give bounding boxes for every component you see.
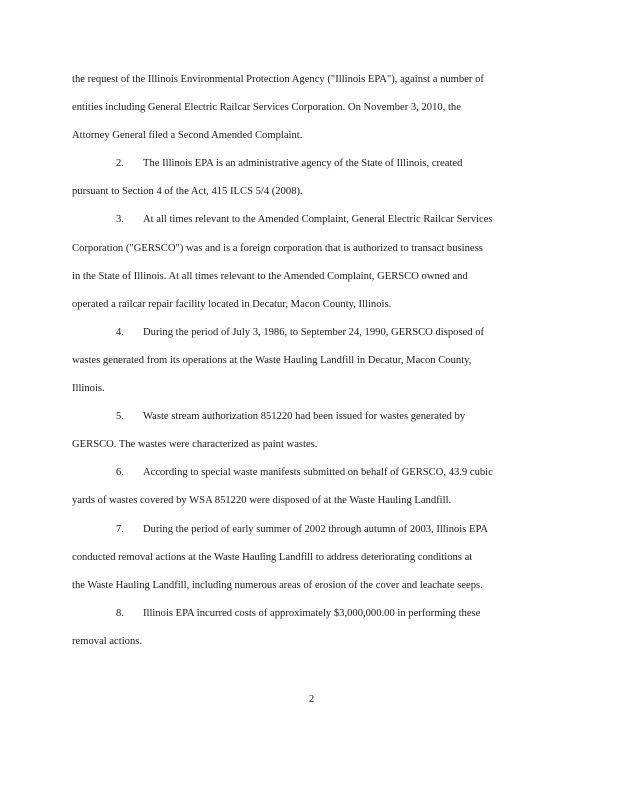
paragraph-6-text: According to special waste manifests submitted on behalf of GERSCO, 43.9 cubic: [143, 467, 493, 479]
document-body: [72, 66, 550, 656]
paragraph-7-text: During the period of early summer of 2002 through autumn of 2003, Illinois EPA: [143, 523, 489, 535]
paragraph-5-number: 5.: [116, 411, 124, 423]
paragraph-6-number: 6.: [116, 467, 124, 479]
paragraph-2-number: 2.: [116, 158, 124, 170]
paragraph-6-line-2: yards of wastes covered by WSA 851220 were disposed of at the Waste Hauling Landfill.: [72, 495, 452, 507]
paragraph-7-number: 7.: [116, 523, 124, 535]
paragraph-2-text: The Illinois EPA is an administrative agency of the State of Illinois, created: [143, 158, 463, 170]
paragraph-3-line-4: operated a railcar repair facility located in Decatur, Macon County, Illinois.: [72, 298, 392, 310]
intro-line-1: the request of the Illinois Environmental Protection Agency ("Illinois EPA"), against a number of: [72, 74, 484, 85]
paragraph-4-number: 4.: [116, 326, 124, 338]
paragraph-5-line-2: GERSCO. The wastes were characterized as paint wastes.: [72, 439, 318, 451]
paragraph-6-line-1: [72, 459, 550, 487]
paragraph-8-line-2: removal actions.: [72, 635, 143, 647]
paragraph-4-line-3: Illinois.: [72, 383, 105, 395]
paragraph-7-line-2: conducted removal actions at the Waste Hauling Landfill to address deteriorating conditions at: [72, 551, 473, 563]
paragraph-3-text: At all times relevant to the Amended Complaint, General Electric Railcar Services: [143, 214, 493, 226]
paragraph-4-text: During the period of July 3, 1986, to September 24, 1990, GERSCO disposed of: [143, 326, 485, 338]
paragraph-4-line-2: wastes generated from its operations at the Waste Hauling Landfill in Decatur, Macon County,: [72, 354, 472, 366]
paragraph-4-line-1: [72, 319, 550, 347]
paragraph-5-line-1: [72, 403, 550, 431]
paragraph-5-text: Waste stream authorization 851220 had been issued for wastes generated by: [143, 411, 466, 423]
paragraph-3-line-1: [72, 206, 550, 234]
paragraph-3-number: 3.: [116, 214, 124, 226]
paragraph-8-text: Illinois EPA incurred costs of approximately $3,000,000.00 in performing these: [143, 607, 481, 619]
paragraph-8-number: 8.: [116, 607, 124, 619]
intro-line-2: entities including General Electric Railcar Services Corporation. On November 3, 2010, the: [72, 102, 461, 114]
paragraph-7-line-3: the Waste Hauling Landfill, including numerous areas of erosion of the cover and leachate seeps.: [72, 579, 483, 591]
paragraph-2-line-2: pursuant to Section 4 of the Act, 415 ILCS 5/4 (2008).: [72, 186, 303, 198]
paragraph-7-line-1: [72, 516, 550, 544]
paragraph-3-line-3: in the State of Illinois. At all times relevant to the Amended Complaint, GERSCO owned and: [72, 270, 468, 282]
paragraph-2-line-1: [72, 150, 550, 178]
paragraph-8-line-1: [72, 600, 550, 628]
paragraph-3-line-2: Corporation ("GERSCO") was and is a foreign corporation that is authorized to transact business: [72, 242, 483, 254]
intro-line-3: Attorney General filed a Second Amended Complaint.: [72, 130, 303, 142]
page-number: 2: [308, 694, 315, 705]
